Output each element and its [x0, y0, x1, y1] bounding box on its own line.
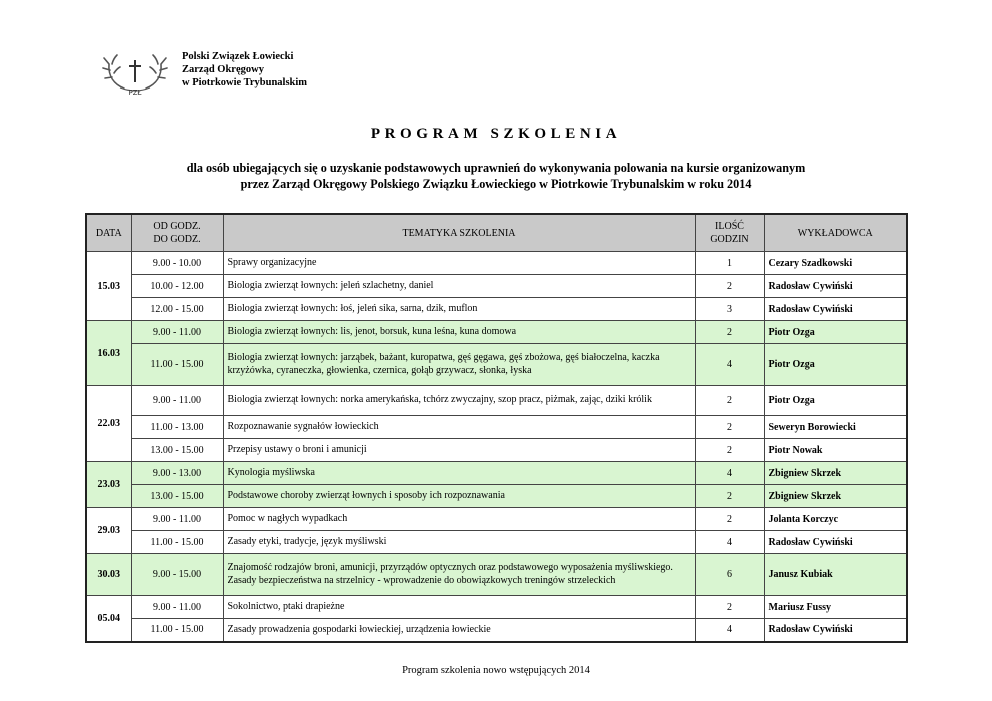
schedule-table: [85, 213, 908, 643]
date-cell: 29.03: [86, 508, 131, 554]
table-row: [86, 298, 907, 321]
lecturer-cell: Piotr Nowak: [764, 439, 907, 462]
document-title: PROGRAM SZKOLENIA: [370, 126, 622, 142]
table-row: [86, 252, 907, 275]
topic-cell: Znajomość rodzajów broni, amunicji, przyrządów optycznych oraz podstawowego wyposażenia myśliwskiego. Zasady bezpieczeństwa na strzelnicy - wprowadzenie do obowiązkowych treningów strzeleckich: [223, 554, 695, 596]
hours-cell: 4: [695, 462, 764, 485]
hours-cell: 2: [695, 439, 764, 462]
pzl-logo-icon: [100, 48, 170, 98]
header-lecturer: WYKŁADOWCA: [764, 214, 907, 252]
time-cell: 13.00 - 15.00: [131, 439, 223, 462]
org-line: Polski Związek Łowiecki: [182, 51, 294, 62]
topic-cell: Sprawy organizacyjne: [223, 252, 695, 275]
hours-cell: 3: [695, 298, 764, 321]
topic-cell: Podstawowe choroby zwierząt łownych i sposoby ich rozpoznawania: [223, 485, 695, 508]
time-cell: 9.00 - 15.00: [131, 554, 223, 596]
hours-cell: 4: [695, 619, 764, 642]
subtitle-line: przez Zarząd Okręgowy Polskiego Związku Łowieckiego w Piotrkowie Trybunalskim w roku 2014: [240, 177, 752, 191]
lecturer-cell: Piotr Ozga: [764, 344, 907, 386]
lecturer-cell: Radosław Cywiński: [764, 619, 907, 642]
topic-cell: Sokolnictwo, ptaki drapieżne: [223, 596, 695, 619]
hours-cell: 2: [695, 386, 764, 416]
lecturer-cell: Radosław Cywiński: [764, 298, 907, 321]
lecturer-cell: Mariusz Fussy: [764, 596, 907, 619]
table-row: [86, 416, 907, 439]
lecturer-cell: Cezary Szadkowski: [764, 252, 907, 275]
table-header-row: [86, 214, 907, 252]
header-date: DATA: [86, 214, 131, 252]
topic-cell: Rozpoznawanie sygnałów łowieckich: [223, 416, 695, 439]
hours-cell: 2: [695, 321, 764, 344]
topic-cell: Biologia zwierząt łownych: jarząbek, bażant, kuropatwa, gęś gęgawa, gęś zbożowa, gęś białoczelna, kaczka krzyżówka, cyraneczka, głowienka, czernica, gołąb grzywacz, słonka, łyska: [223, 344, 695, 386]
header-hours: ILOŚĆ GODZIN: [695, 214, 764, 252]
hours-cell: 2: [695, 508, 764, 531]
table-row: [86, 462, 907, 485]
table-row: [86, 596, 907, 619]
org-line: Zarząd Okręgowy: [182, 64, 264, 75]
topic-cell: Biologia zwierząt łownych: jeleń szlachetny, daniel: [223, 275, 695, 298]
lecturer-cell: Radosław Cywiński: [764, 531, 907, 554]
table-row: [86, 619, 907, 642]
hours-cell: 4: [695, 344, 764, 386]
page-footer: Program szkolenia nowo wstępujących 2014: [402, 665, 590, 676]
table-row: [86, 485, 907, 508]
table-row: [86, 439, 907, 462]
organization-name: [182, 50, 307, 89]
table-row: [86, 531, 907, 554]
organization-header: [100, 48, 360, 98]
topic-cell: Pomoc w nagłych wypadkach: [223, 508, 695, 531]
subtitle-line: dla osób ubiegających się o uzyskanie podstawowych uprawnień do wykonywania polowania na kursie organizowanym: [186, 161, 806, 175]
hours-cell: 2: [695, 416, 764, 439]
svg-text:PZŁ: PZŁ: [128, 89, 142, 97]
time-cell: 9.00 - 10.00: [131, 252, 223, 275]
lecturer-cell: Zbigniew Skrzek: [764, 462, 907, 485]
table-row: [86, 344, 907, 386]
header-topic: TEMATYKA SZKOLENIA: [223, 214, 695, 252]
time-cell: 11.00 - 15.00: [131, 344, 223, 386]
time-cell: 11.00 - 15.00: [131, 619, 223, 642]
topic-cell: Zasady prowadzenia gospodarki łowieckiej, urządzenia łowieckie: [223, 619, 695, 642]
table-row: [86, 554, 907, 596]
hours-cell: 2: [695, 485, 764, 508]
header-time: OD GODZ. DO GODZ.: [131, 214, 223, 252]
hours-cell: 4: [695, 531, 764, 554]
table-row: [86, 386, 907, 416]
time-cell: 9.00 - 11.00: [131, 321, 223, 344]
date-cell: 16.03: [86, 321, 131, 386]
date-cell: 23.03: [86, 462, 131, 508]
lecturer-cell: Zbigniew Skrzek: [764, 485, 907, 508]
date-cell: 30.03: [86, 554, 131, 596]
hours-cell: 2: [695, 596, 764, 619]
date-cell: 05.04: [86, 596, 131, 642]
lecturer-cell: Janusz Kubiak: [764, 554, 907, 596]
time-cell: 13.00 - 15.00: [131, 485, 223, 508]
time-cell: 11.00 - 15.00: [131, 531, 223, 554]
lecturer-cell: Radosław Cywiński: [764, 275, 907, 298]
time-cell: 10.00 - 12.00: [131, 275, 223, 298]
table-row: [86, 508, 907, 531]
time-cell: 9.00 - 13.00: [131, 462, 223, 485]
time-cell: 9.00 - 11.00: [131, 386, 223, 416]
topic-cell: Kynologia myśliwska: [223, 462, 695, 485]
table-row: [86, 321, 907, 344]
table-row: [86, 275, 907, 298]
topic-cell: Biologia zwierząt łownych: łoś, jeleń sika, sarna, dzik, muflon: [223, 298, 695, 321]
topic-cell: Zasady etyki, tradycje, język myśliwski: [223, 531, 695, 554]
time-cell: 9.00 - 11.00: [131, 596, 223, 619]
lecturer-cell: Piotr Ozga: [764, 386, 907, 416]
time-cell: 12.00 - 15.00: [131, 298, 223, 321]
date-cell: 15.03: [86, 252, 131, 321]
lecturer-cell: Seweryn Borowiecki: [764, 416, 907, 439]
hours-cell: 6: [695, 554, 764, 596]
topic-cell: Biologia zwierząt łownych: lis, jenot, borsuk, kuna leśna, kuna domowa: [223, 321, 695, 344]
lecturer-cell: Piotr Ozga: [764, 321, 907, 344]
hours-cell: 1: [695, 252, 764, 275]
topic-cell: Przepisy ustawy o broni i amunicji: [223, 439, 695, 462]
time-cell: 9.00 - 11.00: [131, 508, 223, 531]
document-subtitle: [0, 160, 992, 192]
lecturer-cell: Jolanta Korczyc: [764, 508, 907, 531]
date-cell: 22.03: [86, 386, 131, 462]
time-cell: 11.00 - 13.00: [131, 416, 223, 439]
topic-cell: Biologia zwierząt łownych: norka amerykańska, tchórz zwyczajny, szop pracz, piżmak, zając, dziki królik: [223, 386, 695, 416]
org-line: w Piotrkowie Trybunalskim: [182, 77, 308, 88]
hours-cell: 2: [695, 275, 764, 298]
